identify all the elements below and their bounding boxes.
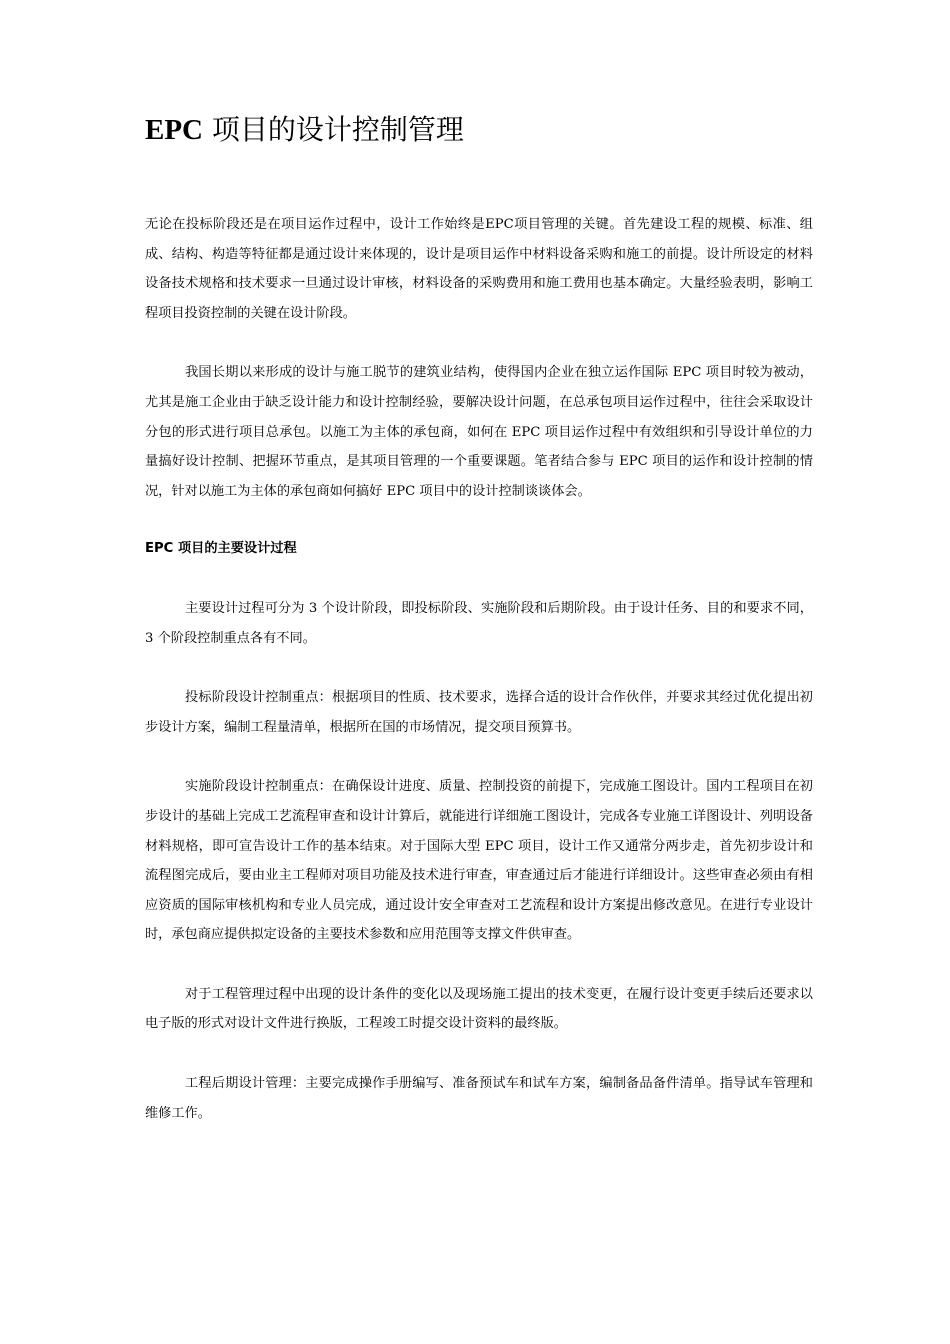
- implementation-stage-paragraph: 实施阶段设计控制重点：在确保设计进度、质量、控制投资的前提下，完成施工图设计。国内工程项目在初步设计的基础上完成工艺流程审查和设计计算后，就能进行详细施工图设计，完成各专业施工详图设计、列明设备材料规格，即可宣告设计工作的基本结束。对于国际大型 EPC 项目，设计工作又通常分两步走，首先初步设计和流程图完成后，要由业主工程师对项目功能及技术进行审查，审查通过后才能进行详细设计。这些审查必须由有相应资质的国际审核机构和专业人员完成，通过设计安全审查对工艺流程和设计方案提出修改意见。在进行专业设计时，承包商应提供拟定设备的主要技术参数和应用范围等支撑文件供审查。: [145, 779, 813, 943]
- design-process-paragraph: 主要设计过程可分为 3 个设计阶段，即投标阶段、实施阶段和后期阶段。由于设计任务、目的和要求不同，3 个阶段控制重点各有不同。: [145, 600, 813, 646]
- section-heading-latin: EPC: [145, 541, 174, 557]
- document-page: [145, 112, 813, 1128]
- title-latin: EPC: [145, 114, 203, 146]
- post-stage-paragraph: 工程后期设计管理：主要完成操作手册编写、准备预试车和试车方案，编制备品备件清单。指导试车管理和维修工作。: [145, 1076, 813, 1121]
- bidding-stage-paragraph: 投标阶段设计控制重点：根据项目的性质、技术要求，选择合适的设计合作伙伴，并要求其经过优化提出初步设计方案，编制工程量清单，根据所在国的市场情况，提交项目预算书。: [145, 690, 813, 735]
- section-heading: [145, 534, 813, 564]
- title-text: 项目的设计控制管理: [203, 113, 464, 146]
- background-paragraph: 我国长期以来形成的设计与施工脱节的建筑业结构，使得国内企业在独立运作国际 EPC 项目时较为被动，尤其是施工企业由于缺乏设计能力和设计控制经验，要解决设计问题，在总承包项目运作过程中，往往会采取设计分包的形式进行项目总承包。以施工为主体的承包商，如何在 EPC 项目运作过程中有效组织和引导设计单位的力量搞好设计控制、把握环节重点，是其项目管理的一个重要课题。笔者结合参与 EPC 项目的运作和设计控制的情况，针对以施工为主体的承包商如何搞好 EPC 项目中的设计控制谈谈体会。: [145, 365, 813, 499]
- design-change-paragraph: 对于工程管理过程中出现的设计条件的变化以及现场施工提出的技术变更，在履行设计变更手续后还要求以电子版的形式对设计文件进行换版，工程竣工时提交设计资料的最终版。: [145, 986, 813, 1032]
- section-heading-text: 项目的主要设计过程: [173, 541, 297, 557]
- intro-paragraph: 无论在投标阶段还是在项目运作过程中，设计工作始终是EPC项目管理的关键。首先建设工程的规模、标准、组成、结构、构造等特征都是通过设计来体现的，设计是项目运作中材料设备采购和施工的前提。设计所设定的材料设备技术规格和技术要求一旦通过设计审核，材料设备的采购费用和施工费用也基本确定。大量经验表明，影响工程项目投资控制的关键在设计阶段。: [145, 217, 813, 321]
- document-title: [145, 112, 813, 148]
